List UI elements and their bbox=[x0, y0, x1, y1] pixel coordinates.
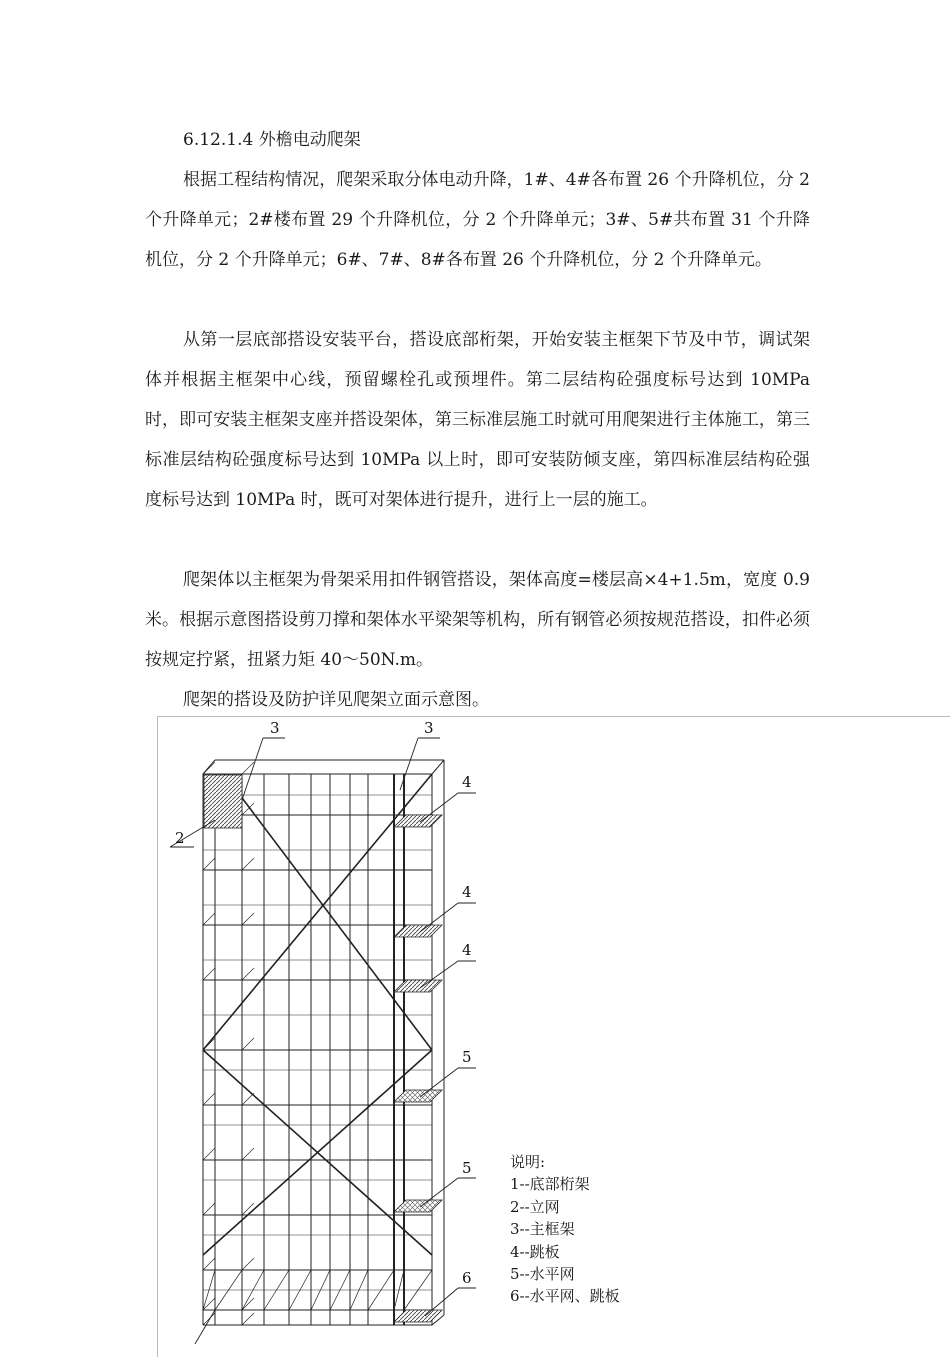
ledger-return bbox=[242, 1313, 254, 1325]
ledger-return bbox=[203, 1258, 215, 1270]
ledger-return bbox=[203, 1148, 215, 1160]
callout-label-4b: 4 bbox=[462, 883, 472, 901]
callout-label-3a: 3 bbox=[270, 719, 280, 737]
ledger-return bbox=[203, 762, 215, 774]
ledger-return bbox=[242, 1038, 254, 1050]
section-heading: 6.12.1.4 外檐电动爬架 bbox=[183, 130, 361, 150]
scaffold-board-hatch bbox=[394, 815, 442, 827]
vertical-net-hatch bbox=[204, 775, 242, 828]
scaffold-board-hatch bbox=[394, 925, 442, 937]
paragraph-3: 爬架体以主框架为骨架采用扣件钢管搭设，架体高度=楼层高×4+1.5m，宽度 0.9 米。根据示意图搭设剪刀撑和架体水平梁架等机构，所有钢管必须按规范搭设，扣件必须按规定拧紧，扭紧力矩 40～50N.m。 bbox=[145, 570, 810, 670]
callout-label-6: 6 bbox=[462, 1269, 472, 1287]
callout-label-4a: 4 bbox=[462, 773, 472, 791]
scaffold-board-hatch bbox=[394, 980, 442, 992]
ledger-return bbox=[242, 1258, 254, 1270]
ledger-return bbox=[242, 1203, 254, 1215]
legend-item-4: 4--跳板 bbox=[510, 1242, 560, 1261]
legend-item-3: 3--主框架 bbox=[510, 1220, 575, 1239]
ledger-return bbox=[203, 913, 215, 925]
ledger-return bbox=[242, 913, 254, 925]
callout-label-4c: 4 bbox=[462, 941, 472, 959]
ledger-return bbox=[203, 1203, 215, 1215]
ledger-return bbox=[203, 1313, 215, 1325]
callout-leader bbox=[242, 738, 263, 800]
ledger-return bbox=[203, 858, 215, 870]
callout-label-5a: 5 bbox=[462, 1048, 472, 1066]
ledger-return bbox=[242, 858, 254, 870]
ledger-return bbox=[242, 968, 254, 980]
horizontal-net-hatch bbox=[394, 1090, 442, 1102]
top-return bbox=[432, 760, 444, 774]
legend-item-5: 5--水平网 bbox=[510, 1265, 575, 1284]
callout-label-3b: 3 bbox=[424, 719, 434, 737]
legend-item-2: 2--立网 bbox=[510, 1197, 560, 1216]
callout-label-2: 2 bbox=[175, 829, 185, 847]
legend-item-6: 6--水平网、跳板 bbox=[510, 1287, 620, 1306]
legend-title: 说明: bbox=[510, 1153, 546, 1171]
paragraph-1: 根据工程结构情况，爬架采取分体电动升降，1#、4#各布置 26 个升降机位，分 2 个升降单元；2#楼布置 29 个升降机位，分 2 个升降单元；3#、5#共布置 31 个升降机位，分 2 个升降单元；6#、7#、8#各布置 26 个升降机位，分 2 个升降单元。 bbox=[145, 170, 810, 270]
ledger-return bbox=[242, 762, 254, 774]
paragraph-2: 从第一层底部搭设安装平台，搭设底部桁架，开始安装主框架下节及中节，调试架体并根据主框架中心线，预留螺栓孔或预埋件。第二层结构砼强度标号达到 10MPa 时，即可安装主框架支座并搭设架体，第三标准层施工时就可用爬架进行主体施工，第三标准层结构砼强度标号达到 10MPa 以上时，即可安装防倾支座，第四标准层结构砼强度标号达到 10MPa 时，既可对架体进行提升，进行上一层的施工。 bbox=[145, 330, 810, 510]
ledger-return bbox=[242, 1148, 254, 1160]
figure-legend bbox=[510, 1151, 620, 1308]
legend-item-1: 1--底部桁架 bbox=[510, 1175, 590, 1194]
net-and-board-hatch bbox=[394, 1310, 442, 1322]
ledger-return bbox=[203, 968, 215, 980]
callout-label-5b: 5 bbox=[462, 1159, 472, 1177]
callout-leader bbox=[195, 1310, 215, 1344]
callout-leader bbox=[400, 738, 418, 790]
horizontal-net-hatch bbox=[394, 1200, 442, 1212]
ledger-return bbox=[203, 1093, 215, 1105]
callout-leader bbox=[425, 1288, 458, 1316]
callout-leader bbox=[420, 961, 458, 988]
paragraph-4: 爬架的搭设及防护详见爬架立面示意图。 bbox=[183, 690, 489, 710]
